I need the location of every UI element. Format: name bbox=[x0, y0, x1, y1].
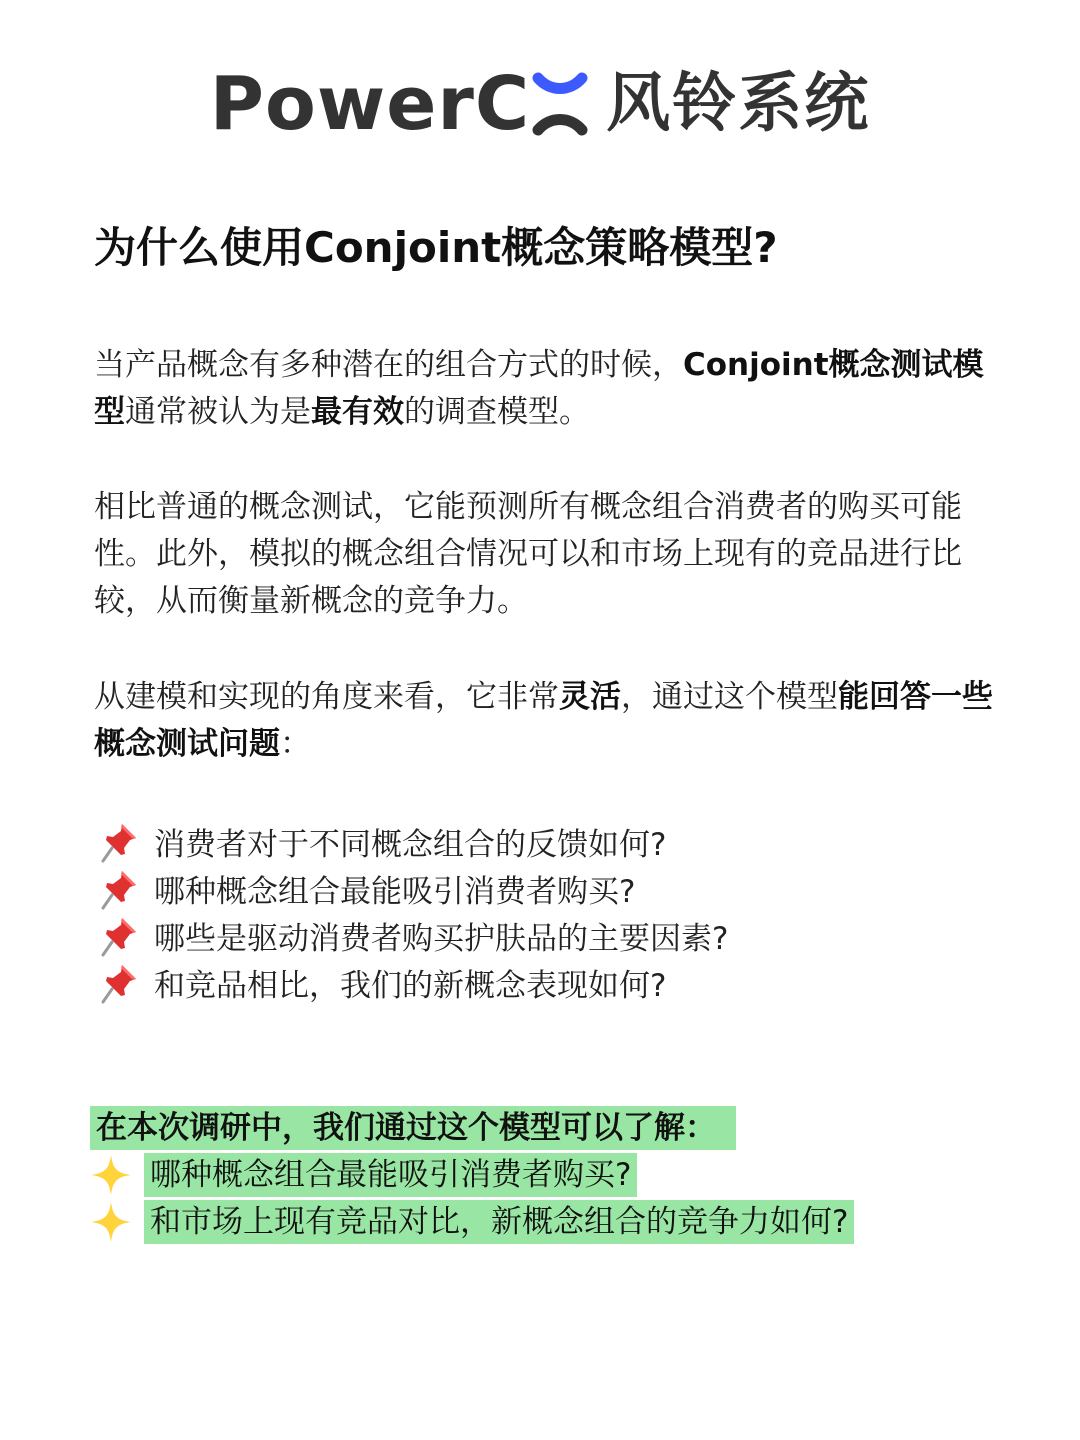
sparkle-icon bbox=[90, 1154, 132, 1196]
question-text: 消费者对于不同概念组合的反馈如何? bbox=[154, 827, 667, 863]
pushpin-icon bbox=[100, 914, 140, 958]
list-item bbox=[90, 1151, 1030, 1198]
flex-text-2: ，通过这个模型 bbox=[621, 679, 838, 715]
summary-item-text: 和市场上现有竞品对比，新概念组合的竞争力如何? bbox=[144, 1200, 854, 1244]
question-text: 哪些是驱动消费者购买护肤品的主要因素? bbox=[154, 921, 729, 957]
intro-paragraph bbox=[94, 342, 1014, 436]
summary-block bbox=[90, 1104, 1030, 1245]
intro-text-3: 的调查模型。 bbox=[404, 394, 590, 430]
list-item bbox=[100, 865, 1000, 912]
question-text: 哪种概念组合最能吸引消费者购买? bbox=[154, 874, 636, 910]
question-list bbox=[100, 818, 1000, 1006]
summary-item-text: 哪种概念组合最能吸引消费者购买? bbox=[144, 1153, 637, 1197]
pushpin-icon bbox=[100, 820, 140, 864]
brand-word: PowerC bbox=[209, 61, 531, 147]
summary-heading-line bbox=[90, 1104, 1030, 1151]
pushpin-icon bbox=[100, 867, 140, 911]
sparkle-icon bbox=[90, 1201, 132, 1243]
brand-header bbox=[0, 61, 1080, 147]
flex-bold-answer: 能回答一些概念测试问题 bbox=[94, 679, 993, 762]
x-bell-mark-icon bbox=[532, 72, 588, 136]
flex-text-3: ： bbox=[280, 726, 311, 762]
question-text: 和竞品相比，我们的新概念表现如何? bbox=[154, 968, 667, 1004]
flex-bold-flexible: 灵活 bbox=[559, 679, 621, 715]
flex-text-1: 从建模和实现的角度来看，它非常 bbox=[94, 679, 559, 715]
page-title: 为什么使用Conjoint概念策略模型? bbox=[94, 223, 778, 272]
brand-chinese-name: 风铃系统 bbox=[606, 67, 871, 141]
comparison-paragraph: 相比普通的概念测试，它能预测所有概念组合消费者的购买可能性。此外，模拟的概念组合情况可以和市场上现有的竞品进行比较，从而衡量新概念的竞争力。 bbox=[94, 489, 962, 619]
list-item bbox=[100, 912, 1000, 959]
intro-text-1: 当产品概念有多种潜在的组合方式的时候， bbox=[94, 347, 683, 383]
list-item bbox=[100, 959, 1000, 1006]
brand-logo bbox=[209, 61, 606, 147]
flexibility-paragraph bbox=[94, 674, 1014, 768]
intro-bold-effective: 最有效 bbox=[311, 394, 404, 430]
intro-text-2: 通常被认为是 bbox=[125, 394, 311, 430]
list-item bbox=[90, 1198, 1030, 1245]
list-item bbox=[100, 818, 1000, 865]
intro-bold-model: Conjoint概念测试模型 bbox=[94, 347, 984, 430]
pushpin-icon bbox=[100, 961, 140, 1005]
summary-heading: 在本次调研中，我们通过这个模型可以了解： bbox=[90, 1106, 736, 1150]
